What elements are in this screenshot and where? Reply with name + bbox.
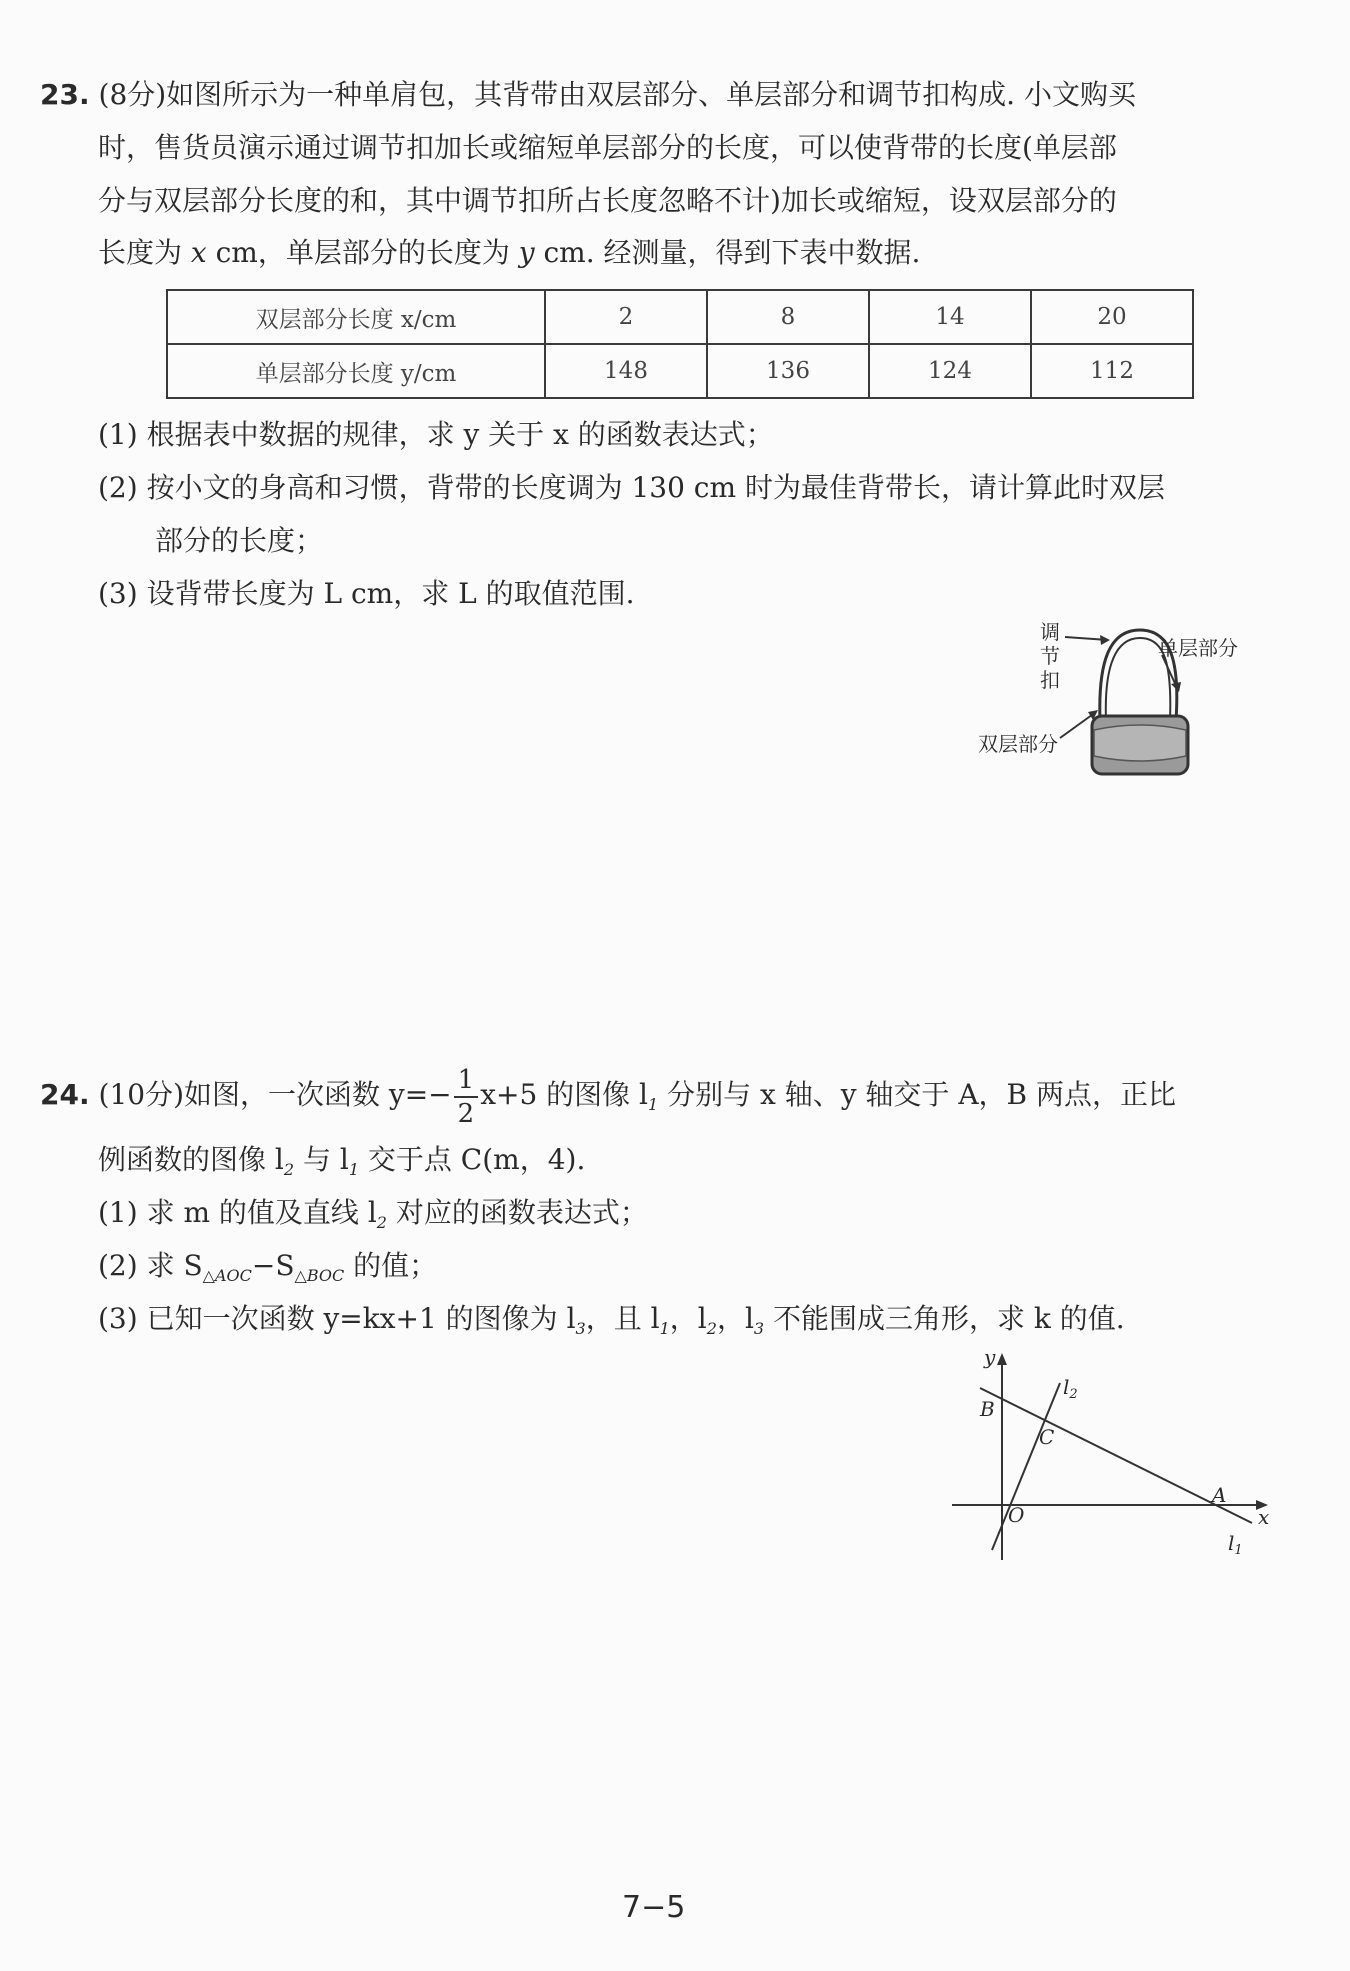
double-layer-label: 双层部分: [978, 732, 1058, 756]
label-O: O: [1008, 1503, 1025, 1527]
table-cell: 112: [1031, 344, 1193, 398]
q24-sub-3: [98, 1299, 1125, 1349]
single-layer-label: 单层部分: [1158, 636, 1238, 660]
fraction-one-half: [454, 1064, 479, 1130]
table-cell: 124: [869, 344, 1031, 398]
q24-sub-1: [98, 1193, 648, 1243]
label-l2-sub: 2: [1069, 1387, 1078, 1402]
label-C: C: [1039, 1425, 1055, 1449]
label-l1-text: l: [1228, 1531, 1235, 1555]
page-number: 7−5: [622, 1890, 686, 1925]
q24-sub3-c: ，l: [669, 1302, 707, 1335]
label-y: y: [984, 1345, 996, 1369]
q24-sub2-a: (2) 求 S: [98, 1249, 203, 1282]
label-l2: [1063, 1375, 1078, 1402]
q23-line-1: [40, 75, 1136, 115]
q24-sub-2: [98, 1246, 437, 1296]
q23-var-x: x: [190, 236, 207, 269]
label-x: x: [1258, 1505, 1270, 1529]
table-cell: 2: [545, 290, 707, 344]
q23-text-4c: cm. 经测量，得到下表中数据.: [534, 236, 921, 269]
fraction-denominator: 2: [457, 1098, 475, 1129]
table-cell: 136: [707, 344, 869, 398]
table-row: [167, 290, 1193, 344]
q23-line-4: [98, 233, 920, 273]
q23-var-y: y: [518, 236, 535, 269]
q24-sub3-s1: 1: [659, 1319, 670, 1338]
q24-sub-l1b: 1: [348, 1160, 359, 1179]
table-cell: 20: [1031, 290, 1193, 344]
label-l2-text: l: [1063, 1375, 1070, 1399]
q24-text-1b: x+5 的图像 l: [480, 1078, 649, 1111]
label-l1-sub: 1: [1234, 1543, 1243, 1558]
q24-number: 24.: [40, 1078, 90, 1111]
buckle-label-char-3: 扣: [1040, 668, 1060, 692]
buckle-label: [1040, 620, 1060, 692]
table-cell: 8: [707, 290, 869, 344]
q24-line-2: [98, 1140, 585, 1190]
q24-sub3-b: ，且 l: [585, 1302, 660, 1335]
q23-line-3: 分与双层部分长度的和，其中调节扣所占长度忽略不计)加长或缩短，设双层部分的: [98, 184, 1117, 217]
q23-sub-1: (1) 根据表中数据的规律，求 y 关于 x 的函数表达式；: [98, 418, 774, 451]
label-l1: [1228, 1531, 1243, 1558]
table-row: [167, 344, 1193, 398]
q24-sub-l1: 1: [648, 1095, 659, 1114]
q24-sub2-s1: △AOC: [202, 1266, 252, 1285]
q23-number: 23.: [40, 78, 90, 111]
q24-line-1: [40, 1055, 1176, 1145]
q24-sub3-d: ，l: [716, 1302, 754, 1335]
coordinate-figure: [940, 1345, 1280, 1575]
q23-text-4b: cm，单层部分的长度为: [206, 236, 510, 269]
buckle-label-char-1: 调: [1040, 620, 1060, 644]
q24-sub3-a: (3) 已知一次函数 y=kx+1 的图像为 l: [98, 1302, 576, 1335]
q24-text-2c: 交于点 C(m，4).: [359, 1143, 586, 1176]
label-A: A: [1212, 1483, 1227, 1507]
q23-sub-2b: 部分的长度；: [155, 524, 324, 557]
q23-data-table: [166, 289, 1194, 399]
q23-text-1: (8分)如图所示为一种单肩包，其背带由双层部分、单层部分和调节扣构成. 小文购买: [98, 78, 1136, 111]
q23-sub-2a: (2) 按小文的身高和习惯，背带的长度调为 130 cm 时为最佳背带长，请计算此时双层: [98, 471, 1165, 504]
label-B: B: [980, 1397, 995, 1421]
fraction-numerator: 1: [454, 1064, 479, 1098]
q24-text-2b: 与 l: [294, 1143, 349, 1176]
q24-sub1-b: 对应的函数表达式；: [386, 1196, 648, 1229]
q24-text-2a: 例函数的图像 l: [98, 1143, 284, 1176]
table-row-label-y: 单层部分长度 y/cm: [167, 344, 545, 398]
q24-sub3-s2: 2: [706, 1319, 717, 1338]
q24-sub2-c: 的值；: [344, 1249, 438, 1282]
q24-text-1a: (10分)如图，一次函数 y=−: [98, 1078, 452, 1111]
q24-text-1c: 分别与 x 轴、y 轴交于 A，B 两点，正比: [658, 1078, 1177, 1111]
table-cell: 14: [869, 290, 1031, 344]
q23-text-4a: 长度为: [98, 236, 183, 269]
q23-line-2: 时，售货员演示通过调节扣加长或缩短单层部分的长度，可以使背带的长度(单层部: [98, 131, 1117, 164]
q24-sub3-e: 不能围成三角形，求 k 的值.: [764, 1302, 1125, 1335]
table-row-label-x: 双层部分长度 x/cm: [167, 290, 545, 344]
q24-sub3-s3b: 3: [753, 1319, 765, 1338]
q24-sub2-b: −S: [251, 1249, 295, 1282]
q24-sub3-s3: 3: [575, 1319, 586, 1338]
q24-sub1-sub: 2: [376, 1213, 387, 1232]
buckle-label-char-2: 节: [1040, 644, 1060, 668]
table-cell: 148: [545, 344, 707, 398]
y-axis-arrow-icon: [997, 1353, 1007, 1365]
shoulder-bag-figure: [970, 620, 1270, 780]
q24-sub2-s2: △BOC: [294, 1266, 345, 1285]
q23-sub-3: (3) 设背带长度为 L cm，求 L 的取值范围.: [98, 577, 635, 610]
q24-sub1-a: (1) 求 m 的值及直线 l: [98, 1196, 377, 1229]
q24-sub-l2: 2: [283, 1160, 295, 1179]
